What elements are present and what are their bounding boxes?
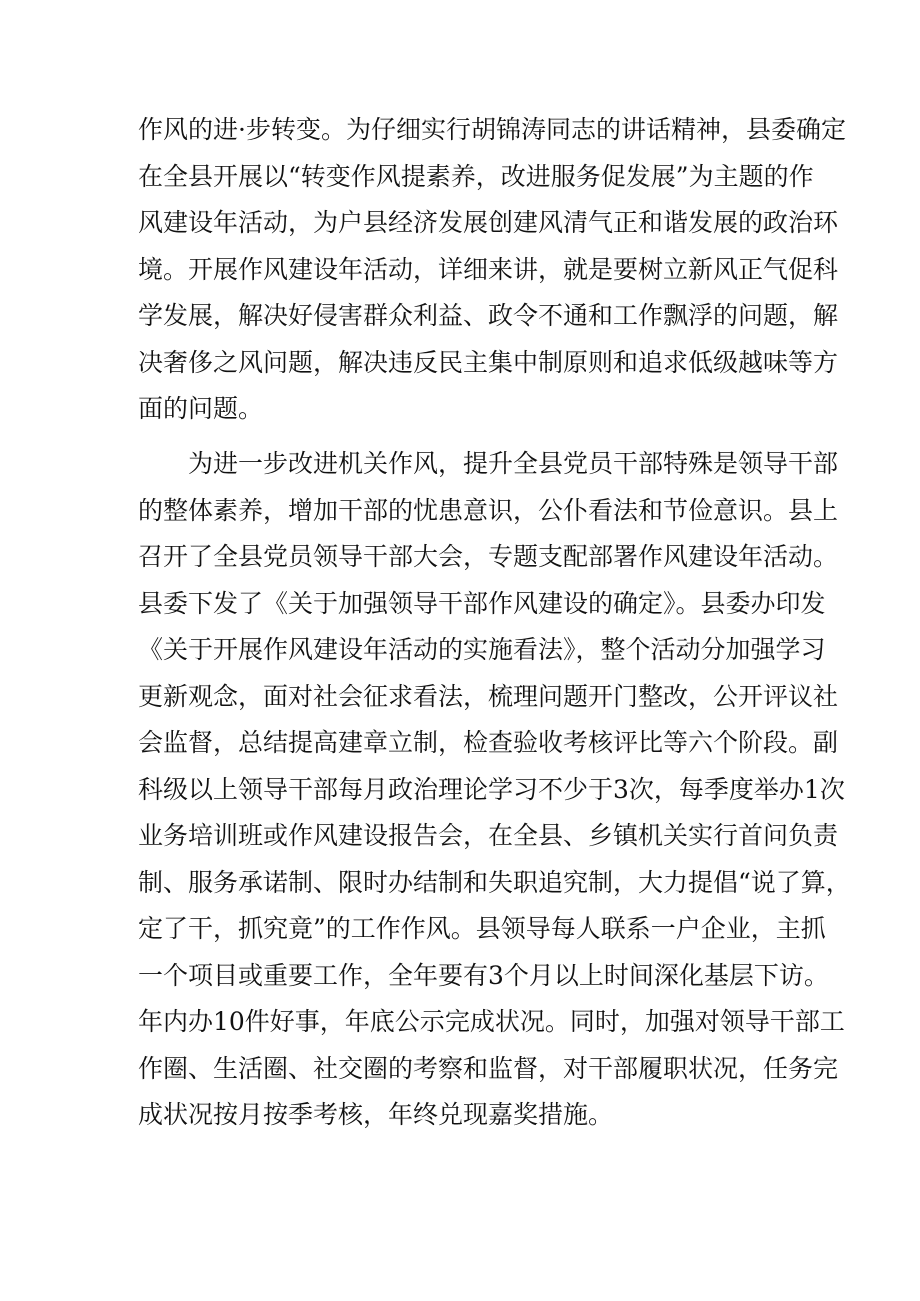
paragraph-line: 境。开展作风建设年活动，详细来讲，就是要树立新风正气促科 <box>138 254 839 284</box>
paragraph-line: 更新观念，面对社会征求看法，梳理问题开门整改，公开评议社 <box>138 681 839 711</box>
paragraph-2 <box>138 441 851 1139</box>
paragraph-line: 决奢侈之风问题，解决违反民主集中制原则和追求低级越味等方 <box>138 347 839 377</box>
paragraph-line: 的整体素养，增加干部的忧患意识，公仆看法和节俭意识。县上 <box>138 495 839 525</box>
paragraph-line: 定了干，抓究竟”的工作作风。县领导每人联系一户企业，主抓 <box>138 914 826 943</box>
paragraph-line: 业务培训班或作风建设报告会，在全县、乡镇机关实行首问负责 <box>138 821 839 850</box>
paragraph-1 <box>138 107 846 433</box>
paragraph-line: 作风的进·步转变。为仔细实行胡锦涛同志的讲话精神，县委确定 <box>138 115 846 144</box>
paragraph-line: 面的问题。 <box>138 394 264 423</box>
paragraph-line: 县委下发了《关于加强领导干部作风建设的确定》。县委办印发 <box>138 588 826 618</box>
paragraph-line: 成状况按月按季考核，年终兑现嘉奖措施。 <box>138 1100 614 1129</box>
paragraph-line: 在全县开展以“转变作风提素养，改进服务促发展”为主题的作 <box>138 161 814 191</box>
paragraph-line: 召开了全县党员领导干部大会，专题支配部署作风建设年活动。 <box>138 542 839 571</box>
paragraph-line: 年内办10件好事，年底公示完成状况。同时，加强对领导干部工 <box>138 1007 845 1036</box>
paragraph-line: 会监督，总结提高建章立制，检查验收考核评比等六个阶段。副 <box>138 728 839 757</box>
paragraph-line: 学发展，解决好侵害群众利益、政令不通和工作飘浮的问题，解 <box>138 301 839 330</box>
paragraph-line: 一个项目或重要工作，全年要有3个月以上时间深化基层下访。 <box>138 960 829 990</box>
paragraph-line: 《关于开展作风建设年活动的实施看法》，整个活动分加强学习 <box>138 635 826 664</box>
paragraph-line: 为进一步改进机关作风，提升全县党员干部特殊是领导干部 <box>188 449 839 478</box>
paragraph-line: 科级以上领导干部每月政治理论学习不少于3次，每季度举办1次 <box>138 774 845 804</box>
paragraph-line: 作圈、生活圈、社交圈的考察和监督，对干部履职状况，任务完 <box>138 1053 839 1083</box>
paragraph-line: 制、服务承诺制、限时办结制和失职追究制，大力提倡“说了算， <box>138 867 851 897</box>
paragraph-line: 风建设年活动，为户县经济发展创建风清气正和谐发展的政治环 <box>138 208 839 237</box>
